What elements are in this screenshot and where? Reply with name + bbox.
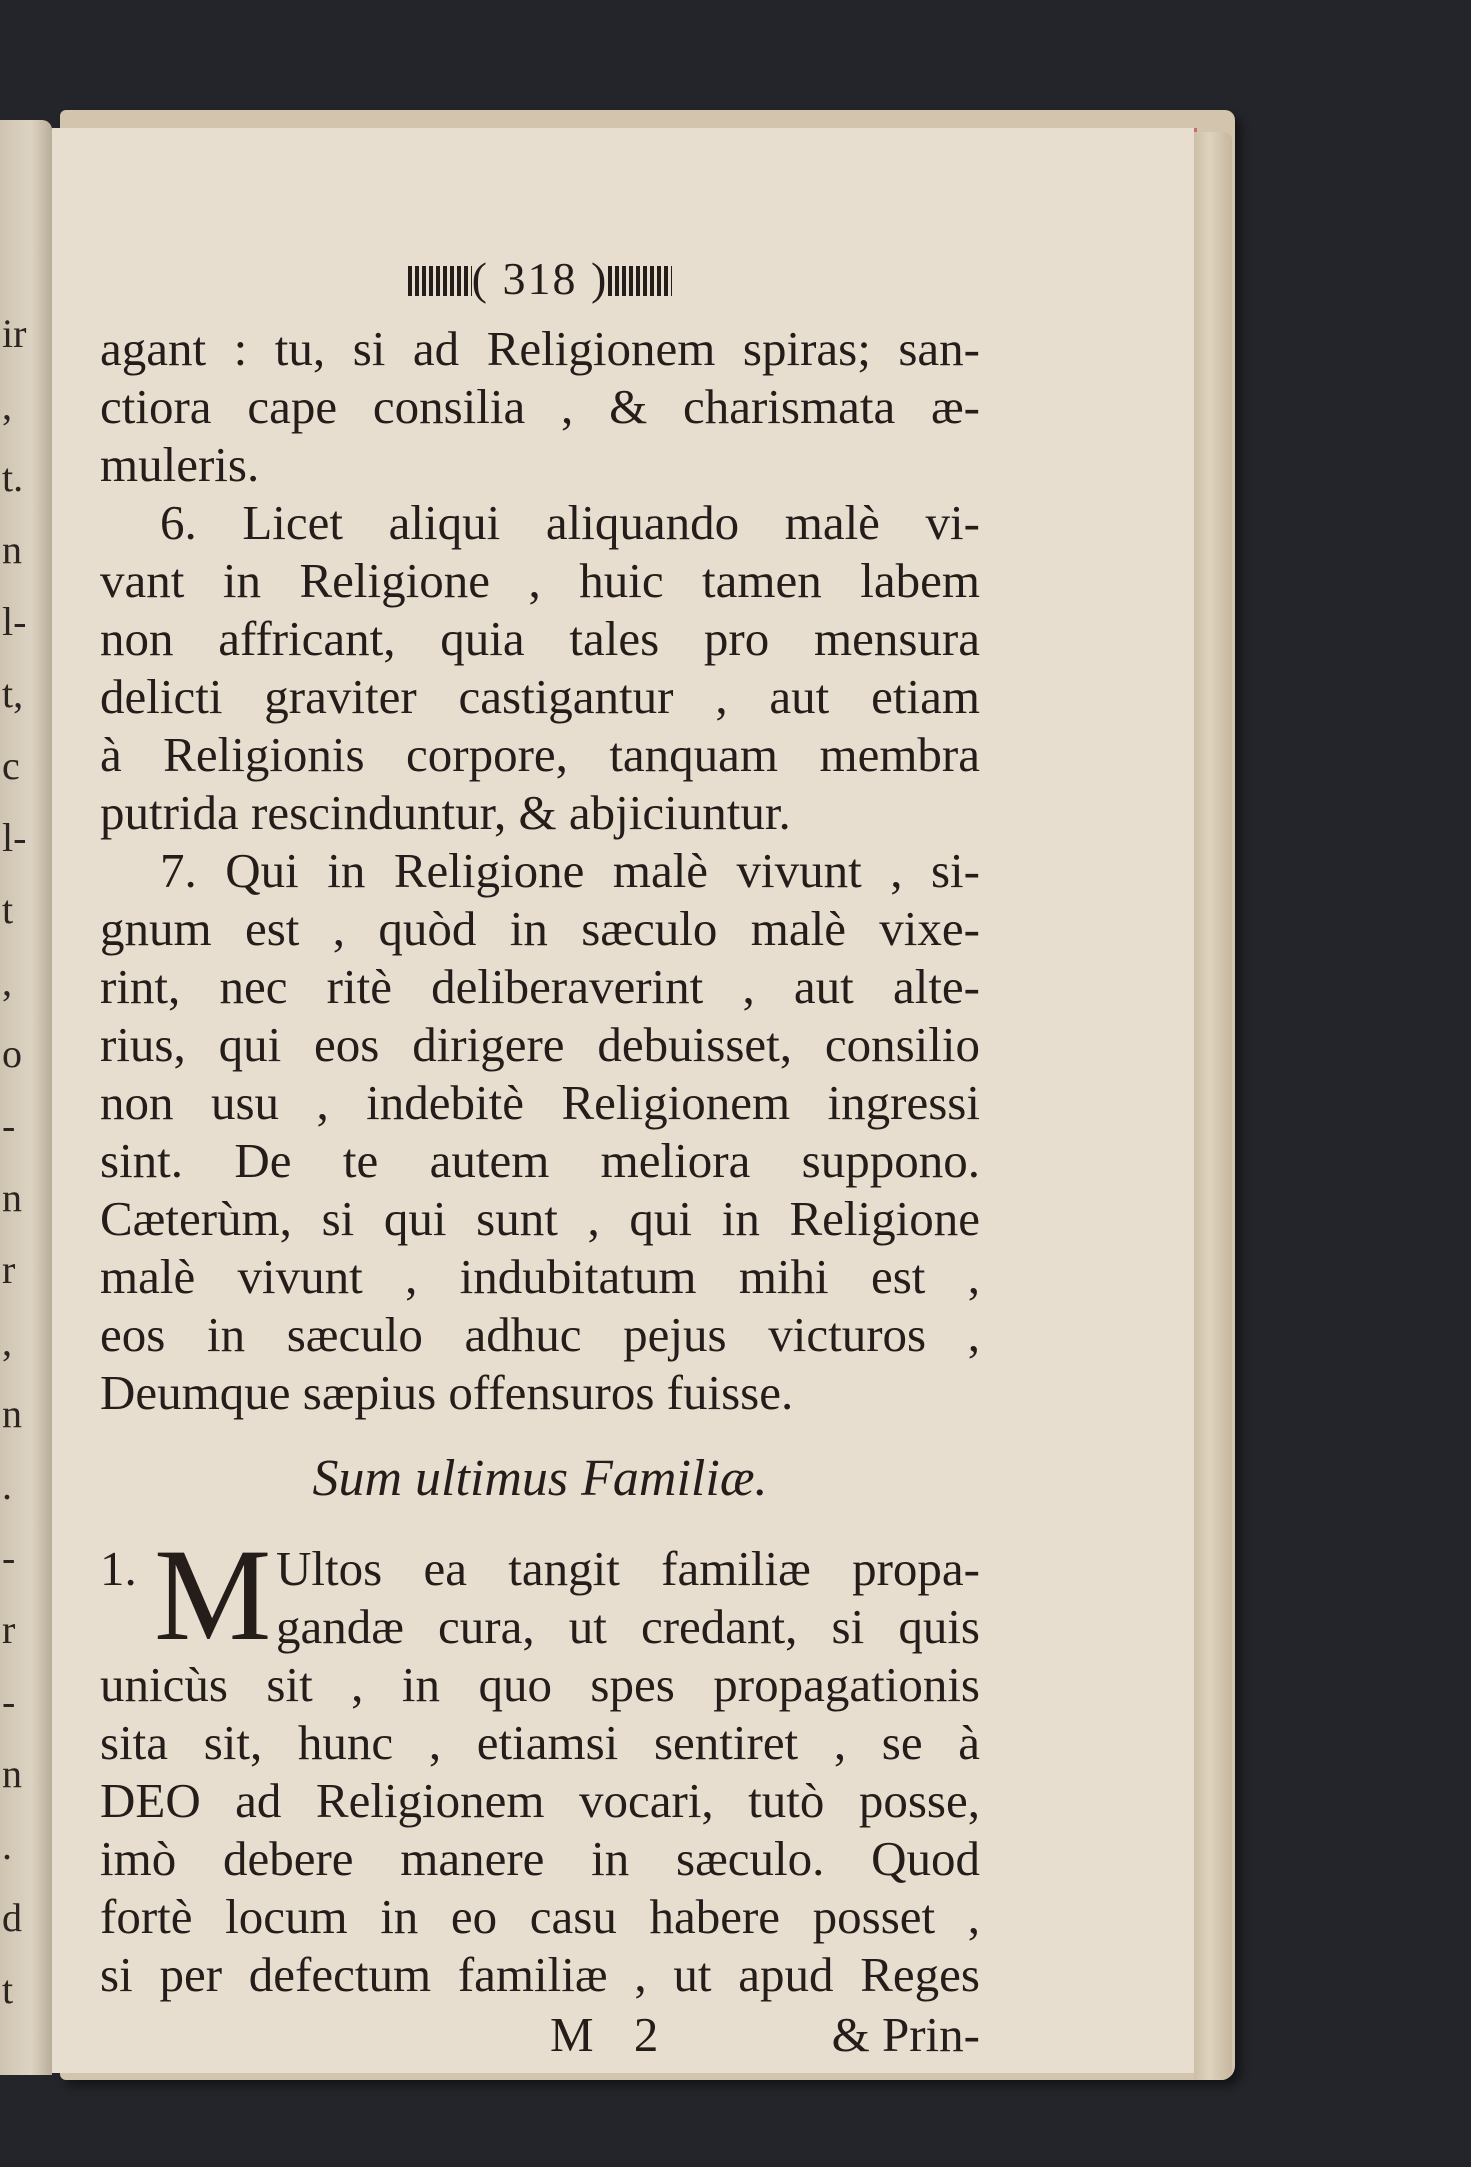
section-1-line: sita sit, hunc , etiamsi sentiret , se à	[100, 1715, 980, 1770]
left-page-glyph: n	[2, 527, 22, 572]
section-1-line: unicùs sit , in quo spes propagationis	[100, 1657, 980, 1712]
para-6-line: 6. Licet aliqui aliquando malè vi-	[160, 495, 980, 550]
left-facing-page-edge	[0, 120, 52, 2075]
section-1-line: Ultos ea tangit familiæ propa-	[276, 1541, 980, 1596]
left-page-glyph: c	[2, 743, 20, 788]
left-page-glyph: o	[2, 1031, 22, 1076]
para-7-line: non usu , indebitè Religionem ingressi	[100, 1075, 980, 1130]
page-number: ( 318 )	[471, 253, 609, 304]
para-6-line: à Religionis corpore, tanquam membra	[100, 727, 980, 782]
para-6-line: vant in Religione , huic tamen labem	[100, 553, 980, 608]
left-page-glyph: ,	[2, 383, 12, 428]
section-1-line: gandæ cura, ut credant, si quis	[276, 1599, 980, 1654]
para-7-line: malè vivunt , indubitatum mihi est ,	[100, 1249, 980, 1304]
left-page-glyph: r	[2, 1247, 16, 1292]
section-1-line: fortè locum in eo casu habere posset ,	[100, 1889, 980, 1944]
page-fore-edge	[1194, 132, 1232, 2080]
section-1-line: si per defectum familiæ , ut apud Reges	[100, 1947, 980, 2002]
left-page-glyph: t	[2, 887, 14, 932]
para-7-line: Cæterùm, si qui sunt , qui in Religione	[100, 1191, 980, 1246]
left-page-glyph: -	[2, 1679, 16, 1724]
para-6-line: delicti graviter castigantur , aut etiam	[100, 669, 980, 724]
left-page-glyph: l-	[2, 815, 27, 860]
para-7-line: rius, qui eos dirigere debuisset, consilio	[100, 1017, 980, 1072]
left-page-glyph: -	[2, 1103, 16, 1148]
text-line: muleris.	[100, 437, 260, 492]
para-7-line: sint. De te autem meliora suppono.	[100, 1133, 980, 1188]
left-page-glyph: ,	[2, 1319, 12, 1364]
para-7-line: rint, nec ritè deliberaverint , aut alte-	[100, 959, 980, 1014]
catchword: & Prin-	[831, 2007, 980, 2062]
left-page-glyph: l-	[2, 599, 27, 644]
para-6-line: non affricant, quia tales pro mensura	[100, 611, 980, 666]
right-ornament-icon	[608, 266, 672, 296]
para-6-line: putrida rescinduntur, & abjiciuntur.	[100, 785, 791, 840]
left-page-glyphs	[0, 120, 30, 2075]
para-7-line: eos in sæculo adhuc pejus victuros ,	[100, 1307, 980, 1362]
para-7-line: 7. Qui in Religione malè vivunt , si-	[160, 843, 980, 898]
section-1-line: imò debere manere in sæculo. Quod	[100, 1831, 980, 1886]
left-page-glyph: t,	[2, 671, 24, 716]
left-page-glyph: n	[2, 1175, 22, 1220]
text-line: agant : tu, si ad Religionem spiras; san-	[100, 321, 980, 376]
signature-mark: M 2	[550, 2007, 673, 2062]
drop-cap: M	[154, 1521, 272, 1668]
left-page-glyph: t	[2, 1967, 14, 2012]
text-line: ctiora cape consilia , & charismata æ-	[100, 379, 980, 434]
left-ornament-icon	[408, 266, 472, 296]
left-page-glyph: ir	[2, 311, 27, 356]
left-page-glyph: r	[2, 1607, 16, 1652]
page-header	[100, 250, 980, 308]
left-page-glyph: n	[2, 1751, 22, 1796]
left-page-glyph: .	[2, 1463, 12, 1508]
para-7-line: gnum est , quòd in sæculo malè vixe-	[100, 901, 980, 956]
section-number: 1.	[100, 1541, 137, 1596]
left-page-glyph: ,	[2, 959, 12, 1004]
para-7-line: Deumque sæpius offensuros fuisse.	[100, 1365, 794, 1420]
left-page-glyph: n	[2, 1391, 22, 1436]
left-page-glyph: .	[2, 1823, 12, 1868]
left-page-glyph: d	[2, 1895, 22, 1940]
left-page-glyph: -	[2, 1535, 16, 1580]
section-1-line: DEO ad Religionem vocari, tutò posse,	[100, 1773, 980, 1828]
section-heading: Sum ultimus Familiæ.	[312, 1450, 768, 1507]
left-page-glyph: t.	[2, 455, 24, 500]
